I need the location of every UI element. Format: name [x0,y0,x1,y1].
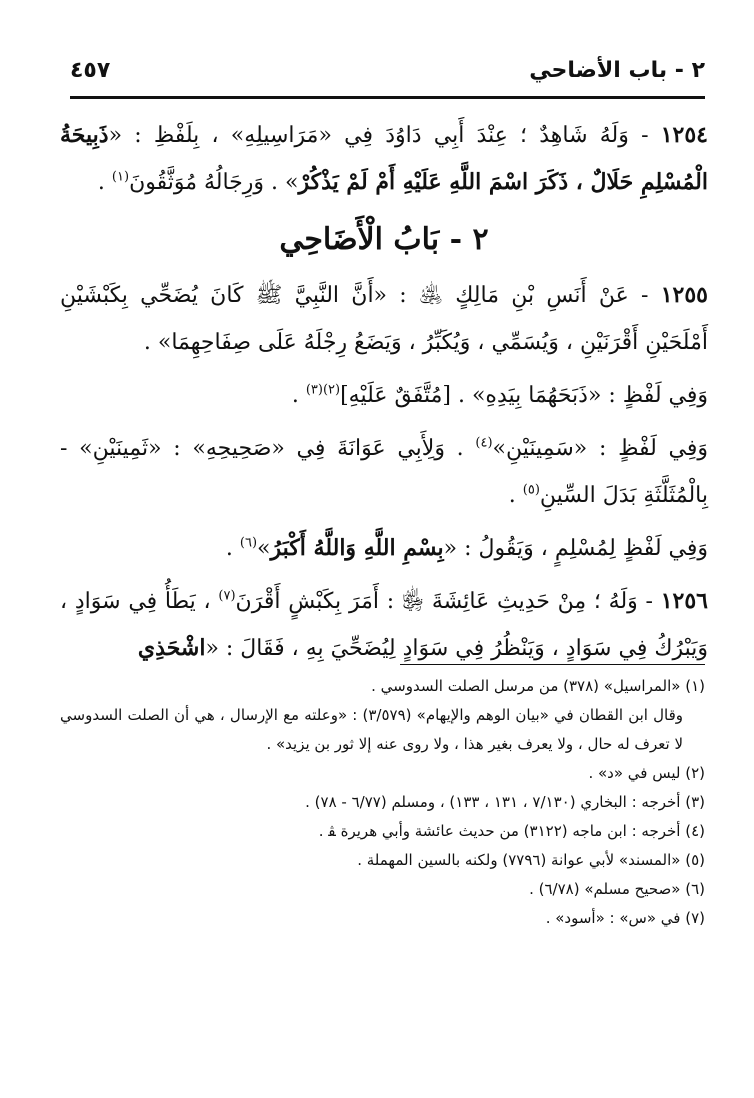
header-rule [70,96,705,99]
hadith-number: ١٢٥٥ [660,282,708,308]
footnote-6: (٦) «صحيح مسلم» (٦/٧٨) . [529,880,705,898]
footnote-ref[interactable]: (٧) [218,588,236,604]
hadith-number: ١٢٥٤ [660,122,708,148]
footnote-rule [400,664,705,665]
footnote-7: (٧) في «س» : «أسود» . [545,909,705,927]
punct: . [97,170,112,195]
punct: . [508,483,523,508]
footnotes [60,672,705,933]
footnote-2: (٢) ليس في «د» . [588,764,705,782]
footnote-ref[interactable]: (٦) [239,535,258,551]
footnote-ref[interactable]: (١) [111,169,130,185]
main-text [60,112,708,678]
hadith-1254 [60,112,708,206]
footnote-1-continued: وقال ابن القطان في «بيان الوهم والإيهام» (٣/٥٧٩) : «وعلته مع الإرسال ، هي أن الصلت السدوسي لا تعرف له حال ، ولا يعرف بغير هذا ، ولا روى عنه إلا ثور بن يزيد» . [60,706,683,753]
variant-text-2: . وَلِأَبِي عَوَانَةَ فِي «صَحِيحِهِ» : «ثَمِينَيْنِ» - بِالْمُثَلَّثَةِ بَدَلَ السِّينِ [60,436,708,508]
footnote-4: (٤) أخرجه : ابن ماجه (٣١٢٢) من حديث عائشة وأبي هريرة ﭭ . [318,822,705,840]
footnote-5: (٥) «المسند» لأبي عوانة (٧٧٩٦) ولكنه بالسين المهملة . [357,851,705,869]
page-header [70,58,705,92]
variant-3 [60,525,708,572]
footnote-1: (١) «المراسيل» (٣٧٨) من مرسل الصلت السدوسي . [371,677,705,695]
variant-1 [60,372,708,419]
basmala-quote: بِسْمِ اللَّهِ وَاللَّهُ أَكْبَرُ [270,535,444,561]
hadith-text: - وَلَهُ شَاهِدٌ ؛ عِنْدَ أَبِي دَاوُدَ فِي «مَرَاسِيلِهِ» ، بِلَفْظِ : « [108,123,661,148]
variant-text: وَفِي لَفْظٍ لِمُسْلِمٍ ، وَيَقُولُ : « [443,536,708,561]
hadith-number: ١٢٥٦ [660,588,708,614]
punct: . [291,383,306,408]
footnote-ref[interactable]: (٢)(٣) [305,382,341,398]
hadith-quote: اشْحَذِي [137,635,206,661]
hadith-text-end: » . وَرِجَالُهُ مُوَثَّقُونَ [129,170,299,195]
footnote-3: (٣) أخرجه : البخاري (٧/١٣٠ ، ١٣١ ، ١٣٣) ، ومسلم (٦/٧٧ - ٧٨) . [305,793,705,811]
hadith-text: - وَلَهُ ؛ مِنْ حَدِيثِ عَائِشَةَ ﵂ : أَمَرَ بِكَبْشٍ أَقْرَنَ [235,589,661,614]
hadith-quote: ذَبِيحَةُ الْمُسْلِمِ حَلَالٌ ، ذَكَرَ اسْمَ اللَّهِ عَلَيْهِ أَمْ لَمْ يَذْكُرْ [60,122,708,195]
footnote-ref[interactable]: (٥) [522,482,540,498]
variant-text: وَفِي لَفْظٍ : «سَمِينَيْنِ» [492,436,708,461]
quote-close: » [257,536,271,561]
variant-2 [60,425,708,519]
punct: . [225,536,240,561]
hadith-1256 [60,578,708,672]
hadith-1255 [60,272,708,366]
footnote-ref[interactable]: (٤) [475,435,493,451]
hadith-text-2: ، يَطَأُ فِي سَوَادٍ ، وَيَبْرُكُ فِي سَوَادٍ ، وَيَنْظُرُ فِي سَوَادٍ لِيُضَحِّيَ بِهِ ، فَقَالَ : « [60,589,708,661]
variant-text: وَفِي لَفْظٍ : «ذَبَحَهُمَا بِيَدِهِ» . [مُتَّفَقٌ عَلَيْهِ] [340,383,708,408]
page-number: ٤٥٧ [70,58,111,83]
hadith-text: - عَنْ أَنَسِ بْنِ مَالِكٍ ﵁ : «أَنَّ النَّبِيَّ ﷺ كَانَ يُضَحِّي بِكَبْشَيْنِ أَمْلَحَيْنِ أَقْرَنَيْنِ ، وَيُسَمِّي ، وَيُكَبِّرُ ، وَيَضَعُ رِجْلَهُ عَلَى صِفَاحِهِمَا» . [60,283,708,355]
chapter-title: ٢ - بَابُ الْأَضَاحِي [279,222,489,257]
running-title: ٢ - باب الأضاحي [529,58,705,83]
